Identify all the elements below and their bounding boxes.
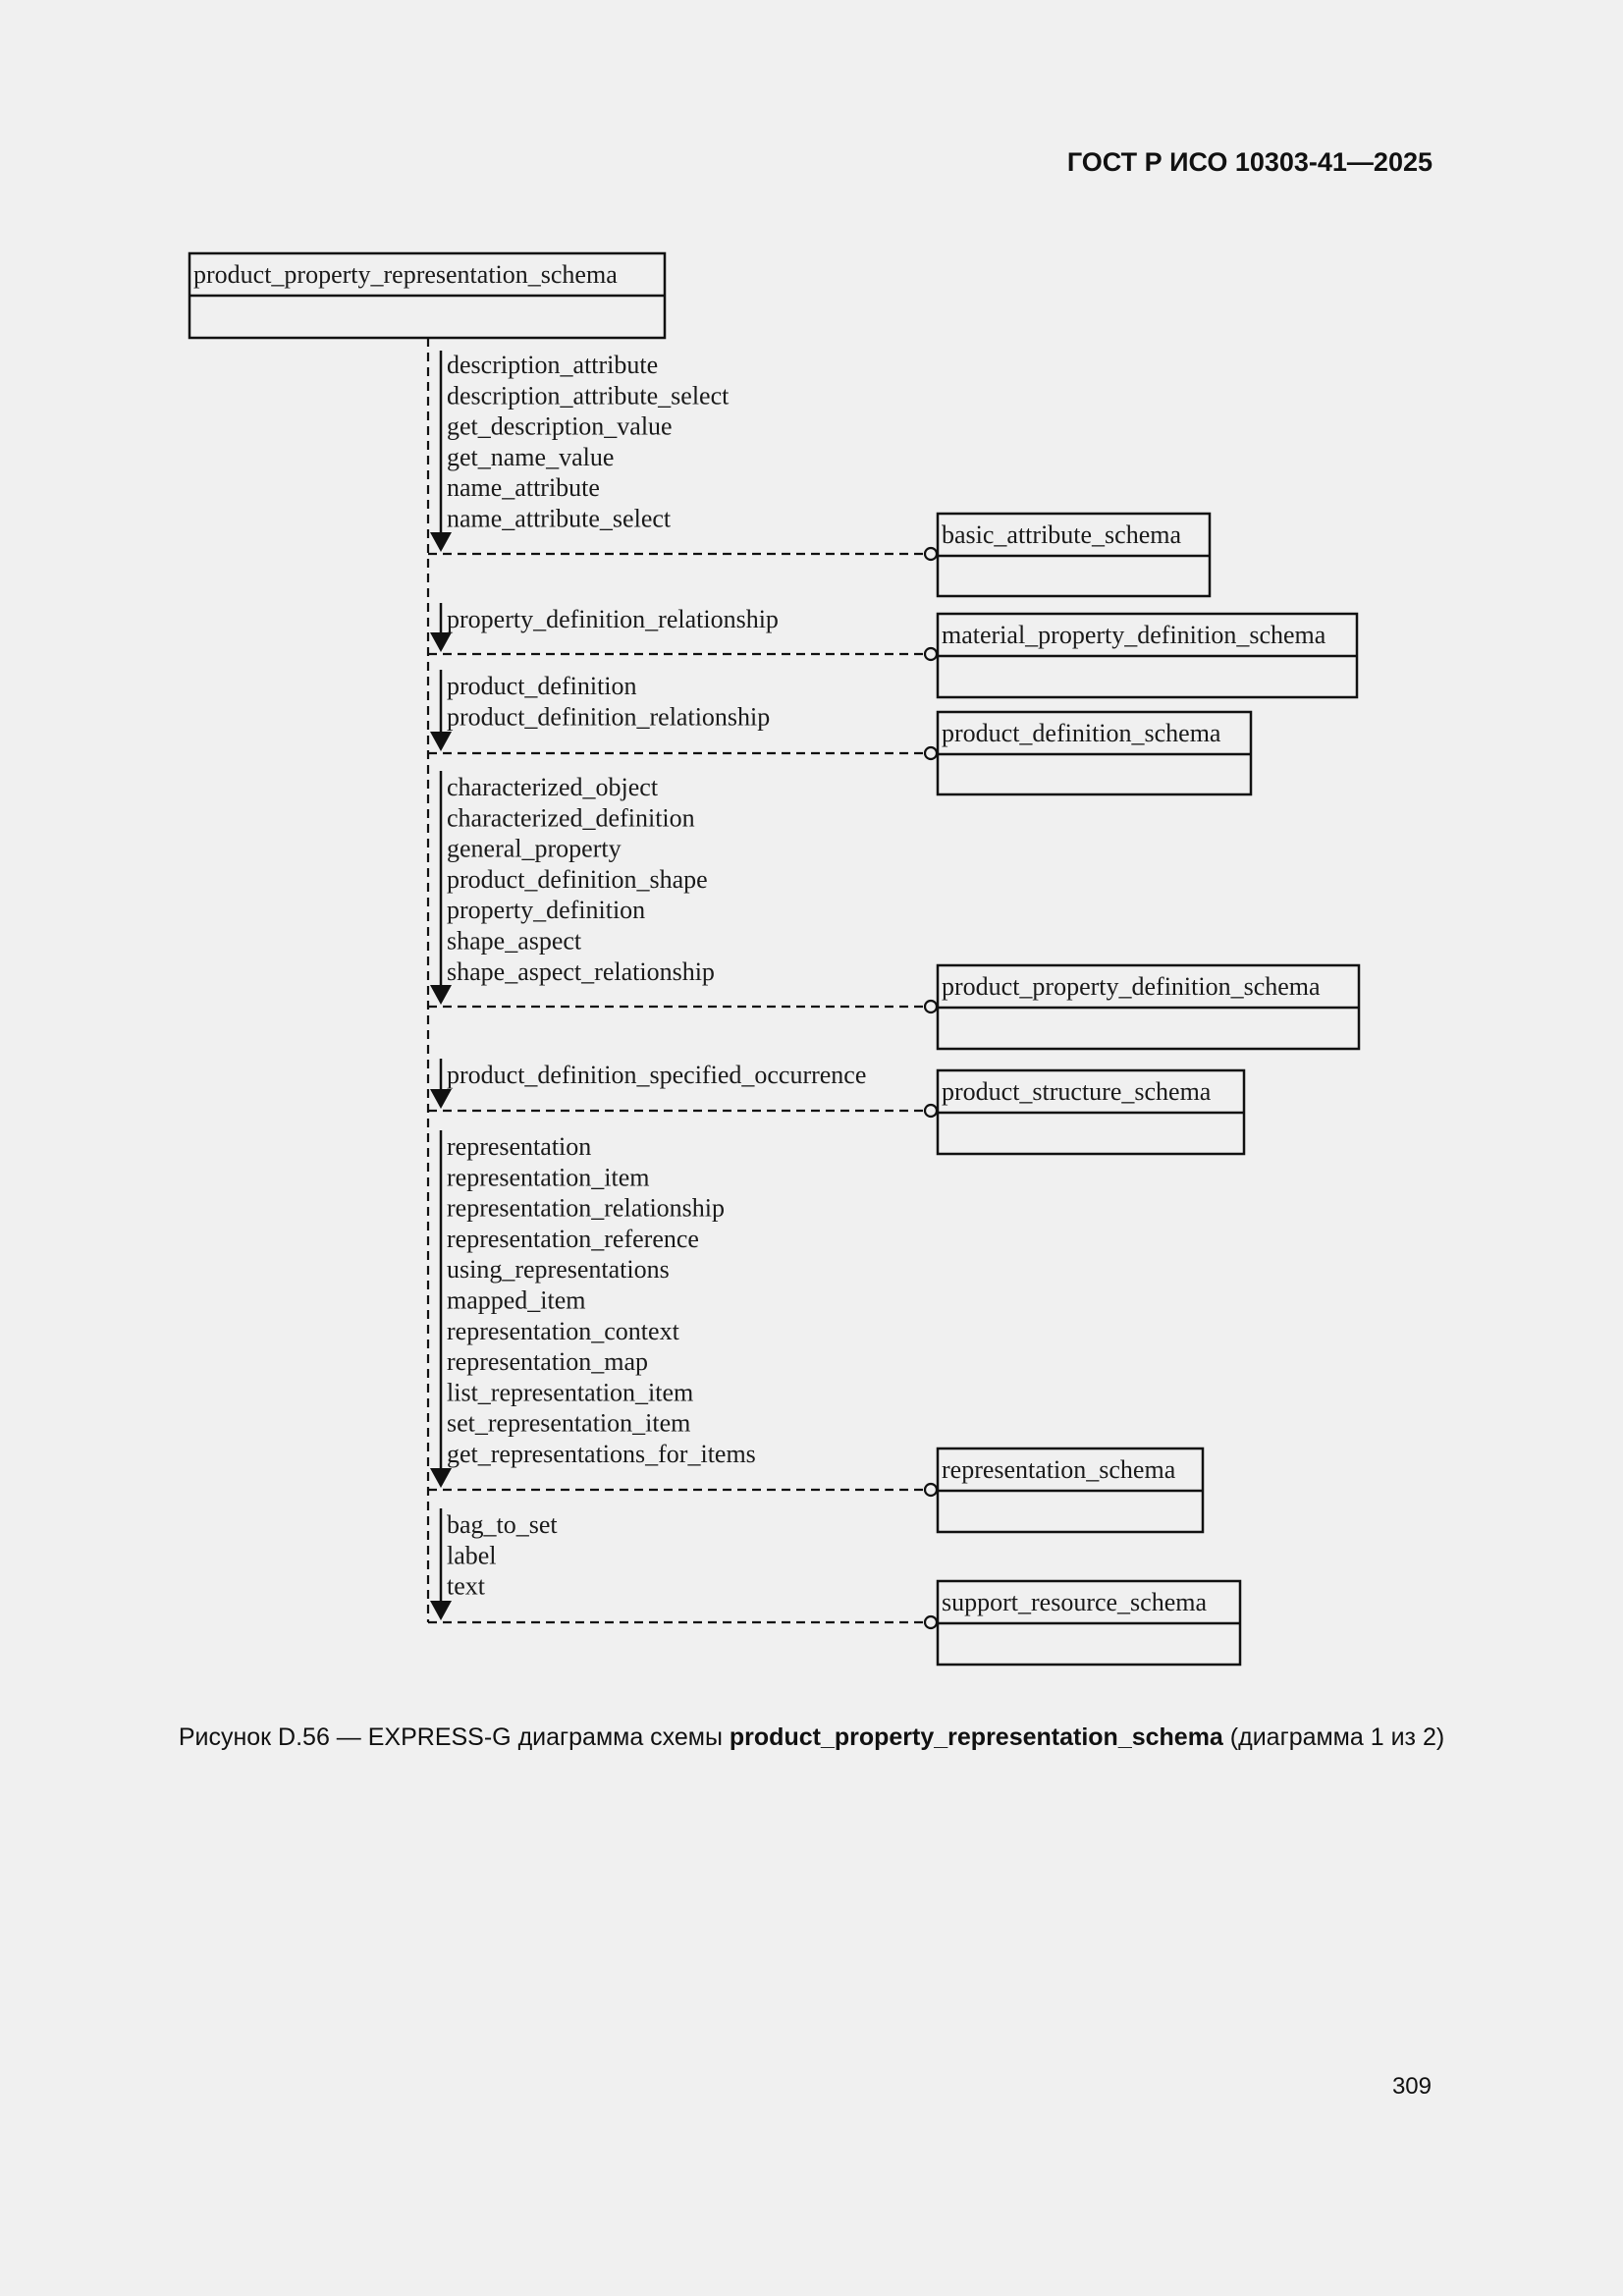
referenced-item-label: description_attribute_select bbox=[447, 381, 730, 410]
referenced-item-label: mapped_item bbox=[447, 1285, 586, 1315]
target-schema-box bbox=[938, 514, 1210, 596]
referenced-item-label: representation_map bbox=[447, 1347, 649, 1377]
caption-suffix: (диаграмма 1 из 2) bbox=[1222, 1723, 1445, 1751]
referenced-item-label: get_representations_for_items bbox=[447, 1440, 756, 1468]
target-schema-box-label: product_property_definition_schema bbox=[942, 972, 1321, 1001]
referenced-item-label: shape_aspect bbox=[447, 926, 582, 956]
reference-group bbox=[428, 771, 937, 1012]
referenced-item-label: label bbox=[447, 1541, 497, 1570]
referenced-item-label: bag_to_set bbox=[447, 1510, 558, 1539]
root-schema-box bbox=[189, 253, 665, 338]
reference-group bbox=[428, 1508, 937, 1628]
caption-schema-name: product_property_representation_schema bbox=[729, 1723, 1223, 1751]
target-schema-box-label: product_definition_schema bbox=[942, 719, 1221, 747]
referenced-item-label: representation_item bbox=[447, 1163, 650, 1192]
referenced-item-label: product_definition_shape bbox=[447, 864, 708, 894]
target-schema-box bbox=[938, 614, 1357, 697]
referenced-item-label: get_description_value bbox=[447, 411, 673, 441]
connector-circle-icon bbox=[925, 548, 937, 560]
connector-circle-icon bbox=[925, 747, 937, 759]
referenced-item-label: product_definition bbox=[447, 672, 637, 700]
referenced-item-label: representation bbox=[447, 1132, 592, 1161]
target-schema-box-label: product_structure_schema bbox=[942, 1077, 1212, 1106]
referenced-item-label: property_definition bbox=[447, 896, 646, 925]
referenced-item-label: list_representation_item bbox=[447, 1378, 694, 1407]
target-schema-box-label: material_property_definition_schema bbox=[942, 621, 1326, 649]
target-schema-box bbox=[938, 1581, 1240, 1665]
connector-circle-icon bbox=[925, 1105, 937, 1117]
referenced-item-label: representation_relationship bbox=[447, 1193, 726, 1223]
referenced-item-label: get_name_value bbox=[447, 442, 615, 471]
figure-caption bbox=[0, 1723, 1623, 1752]
target-schema-box bbox=[938, 712, 1251, 794]
connector-circle-icon bbox=[925, 648, 937, 660]
arrowhead-icon bbox=[430, 1468, 452, 1488]
connector-circle-icon bbox=[925, 1616, 937, 1628]
referenced-item-label: shape_aspect_relationship bbox=[447, 957, 715, 986]
root-schema-box-label: product_property_representation_schema bbox=[193, 260, 618, 289]
referenced-item-label: text bbox=[447, 1571, 485, 1601]
reference-group bbox=[428, 351, 937, 560]
referenced-item-label: characterized_definition bbox=[447, 803, 695, 833]
referenced-item-label: using_representations bbox=[447, 1255, 670, 1285]
target-schema-box-label: basic_attribute_schema bbox=[942, 520, 1182, 549]
referenced-item-label: general_property bbox=[447, 834, 622, 863]
target-schema-box bbox=[938, 965, 1359, 1049]
referenced-item-label: property_definition_relationship bbox=[447, 605, 779, 633]
page-number: 309 bbox=[1391, 2073, 1432, 2100]
referenced-item-label: name_attribute_select bbox=[447, 504, 672, 533]
arrowhead-icon bbox=[430, 632, 452, 652]
referenced-item-label: product_definition_relationship bbox=[447, 702, 771, 732]
referenced-item-label: representation_context bbox=[447, 1316, 679, 1345]
target-schema-box bbox=[938, 1449, 1203, 1532]
referenced-item-label: characterized_object bbox=[447, 773, 659, 801]
connector-circle-icon bbox=[925, 1001, 937, 1012]
document-header: ГОСТ Р ИСО 10303-41—2025 bbox=[1066, 147, 1433, 177]
reference-group bbox=[428, 670, 937, 759]
target-schema-box-label: support_resource_schema bbox=[942, 1588, 1208, 1616]
arrowhead-icon bbox=[430, 985, 452, 1005]
reference-group bbox=[428, 603, 937, 660]
arrowhead-icon bbox=[430, 1089, 452, 1109]
caption-prefix: Рисунок D.56 — EXPRESS-G диаграмма схемы bbox=[178, 1723, 730, 1751]
arrowhead-icon bbox=[430, 1601, 452, 1620]
referenced-item-label: set_representation_item bbox=[447, 1408, 691, 1438]
arrowhead-icon bbox=[430, 532, 452, 552]
reference-group bbox=[428, 1130, 937, 1496]
referenced-item-label: representation_reference bbox=[447, 1224, 699, 1253]
reference-group bbox=[428, 1059, 937, 1117]
target-schema-box-label: representation_schema bbox=[942, 1455, 1176, 1484]
referenced-item-label: product_definition_specified_occurrence bbox=[447, 1061, 867, 1089]
arrowhead-icon bbox=[430, 732, 452, 751]
referenced-item-label: description_attribute bbox=[447, 351, 659, 379]
connector-circle-icon bbox=[925, 1484, 937, 1496]
target-schema-box bbox=[938, 1070, 1244, 1154]
referenced-item-label: name_attribute bbox=[447, 473, 600, 503]
